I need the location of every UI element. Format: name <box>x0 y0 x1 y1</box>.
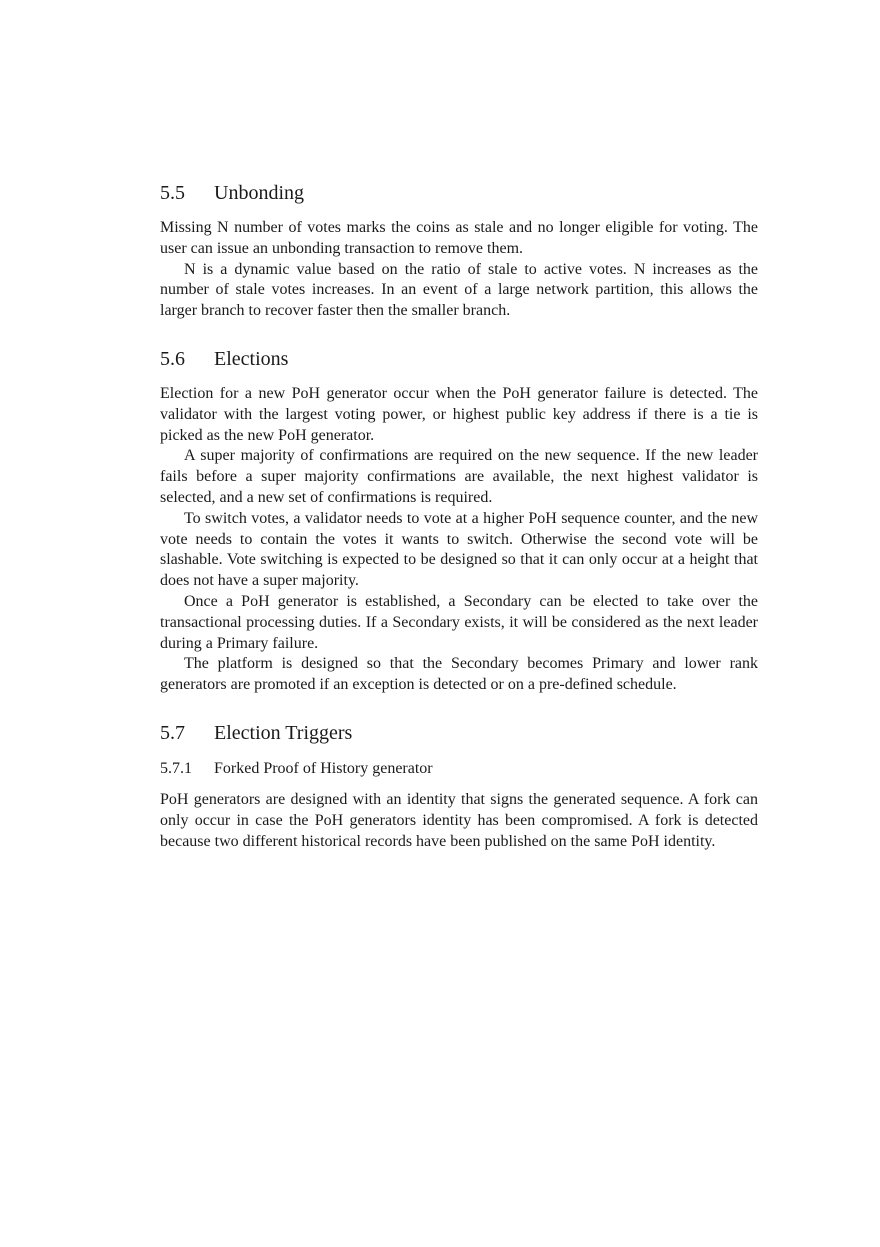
section-title: Elections <box>214 347 289 370</box>
paragraph: To switch votes, a validator needs to vote at a higher PoH sequence counter, and the new vote needs to contain the votes it wants to switch. Otherwise the second vote will be slashable. Vote switching is expected to be designed so that it can only occur at a height that does not have a super majority. <box>160 509 758 590</box>
subsection-title: Forked Proof of History generator <box>214 759 433 777</box>
section-heading <box>160 718 758 748</box>
paragraph: The platform is designed so that the Secondary becomes Primary and lower rank generators are promoted if an exception is detected or on a pre-defined schedule. <box>160 655 758 694</box>
section-title: Election Triggers <box>214 721 353 744</box>
section-elections <box>160 344 758 696</box>
section-number: 5.6 <box>160 347 185 370</box>
section-number: 5.7 <box>160 721 185 744</box>
section-number: 5.5 <box>160 182 185 204</box>
paragraph: Election for a new PoH generator occur when the PoH generator failure is detected. The validator with the largest voting power, or highest public key address if there is a tie is picked as the new PoH generator. <box>160 384 758 444</box>
section-title: Unbonding <box>214 182 304 204</box>
paragraph: Once a PoH generator is established, a Secondary can be elected to take over the transactional processing duties. If a Secondary exists, it will be considered as the next leader during a Primary failure. <box>160 592 758 652</box>
section-unbonding <box>160 178 758 322</box>
subsection-heading <box>160 758 758 780</box>
section-election-triggers <box>160 718 758 852</box>
document-page <box>160 178 758 874</box>
section-heading <box>160 178 758 208</box>
section-heading <box>160 344 758 374</box>
paragraph: N is a dynamic value based on the ratio of stale to active votes. N increases as the number of stale votes increases. In an event of a large network partition, this allows the larger branch to recover faster then the smaller branch. <box>160 260 758 320</box>
paragraph: A super majority of confirmations are required on the new sequence. If the new leader fails before a super majority confirmations are available, the next highest validator is selected, and a new set of confirmations is required. <box>160 447 758 506</box>
paragraph: PoH generators are designed with an identity that signs the generated sequence. A fork can only occur in case the PoH generators identity has been compromised. A fork is detected because two different historical records have been published on the same PoH identity. <box>160 790 758 850</box>
paragraph: Missing N number of votes marks the coins as stale and no longer eligible for voting. The user can issue an unbonding transaction to remove them. <box>160 219 758 257</box>
subsection-number: 5.7.1 <box>160 759 192 777</box>
